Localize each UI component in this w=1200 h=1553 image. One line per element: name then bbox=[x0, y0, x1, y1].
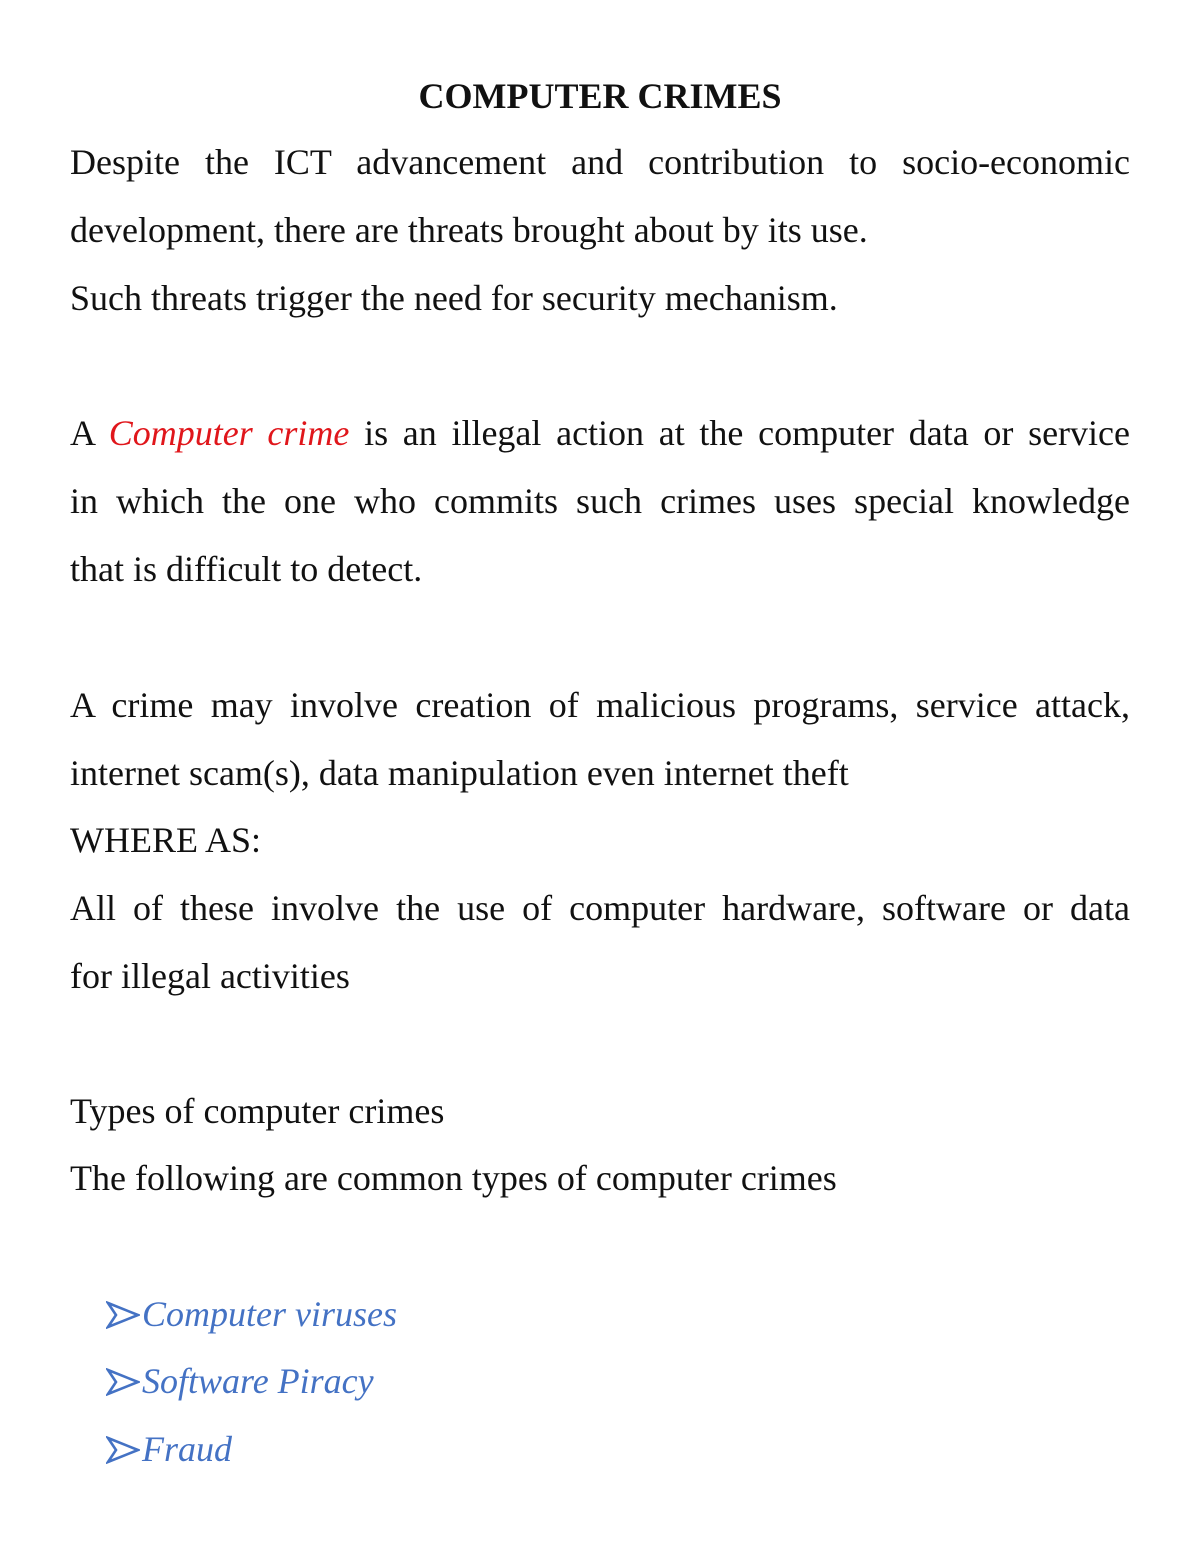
list-item-fraud bbox=[106, 1427, 232, 1471]
arrowhead-bullet-icon bbox=[106, 1368, 140, 1396]
types-intro: The following are common types of computer crimes bbox=[70, 1158, 837, 1198]
intro-line-1: Despite the ICT advancement and contribution to socio-economic bbox=[70, 142, 1130, 182]
types-heading: Types of computer crimes bbox=[70, 1091, 445, 1131]
definition-line-1-rest: is an illegal action at the computer data or service bbox=[349, 413, 1130, 453]
arrowhead-bullet-icon bbox=[106, 1301, 140, 1329]
involvement-line-5: for illegal activities bbox=[70, 956, 350, 996]
list-item-software-piracy bbox=[106, 1359, 374, 1403]
definition-line-2: in which the one who commits such crimes uses special knowledge bbox=[70, 481, 1130, 521]
list-item-label: Fraud bbox=[142, 1429, 232, 1469]
definition-prefix: A bbox=[70, 413, 109, 453]
arrowhead-bullet-icon bbox=[106, 1436, 140, 1464]
list-item-label: Computer viruses bbox=[142, 1294, 397, 1334]
intro-line-3: Such threats trigger the need for security mechanism. bbox=[70, 278, 838, 318]
involvement-line-4: All of these involve the use of computer hardware, software or data bbox=[70, 888, 1130, 928]
list-item-computer-viruses bbox=[106, 1292, 397, 1336]
involvement-line-1: A crime may involve creation of malicious programs, service attack, bbox=[70, 685, 1130, 725]
document-title: COMPUTER CRIMES bbox=[418, 76, 782, 116]
where-as-label: WHERE AS: bbox=[70, 820, 262, 860]
intro-line-2: development, there are threats brought about by its use. bbox=[70, 210, 868, 250]
definition-line-1 bbox=[70, 411, 1130, 455]
involvement-line-2: internet scam(s), data manipulation even internet theft bbox=[70, 753, 849, 793]
defined-term: Computer crime bbox=[108, 413, 350, 453]
definition-line-3: that is difficult to detect. bbox=[70, 549, 423, 589]
list-item-label: Software Piracy bbox=[142, 1361, 374, 1401]
